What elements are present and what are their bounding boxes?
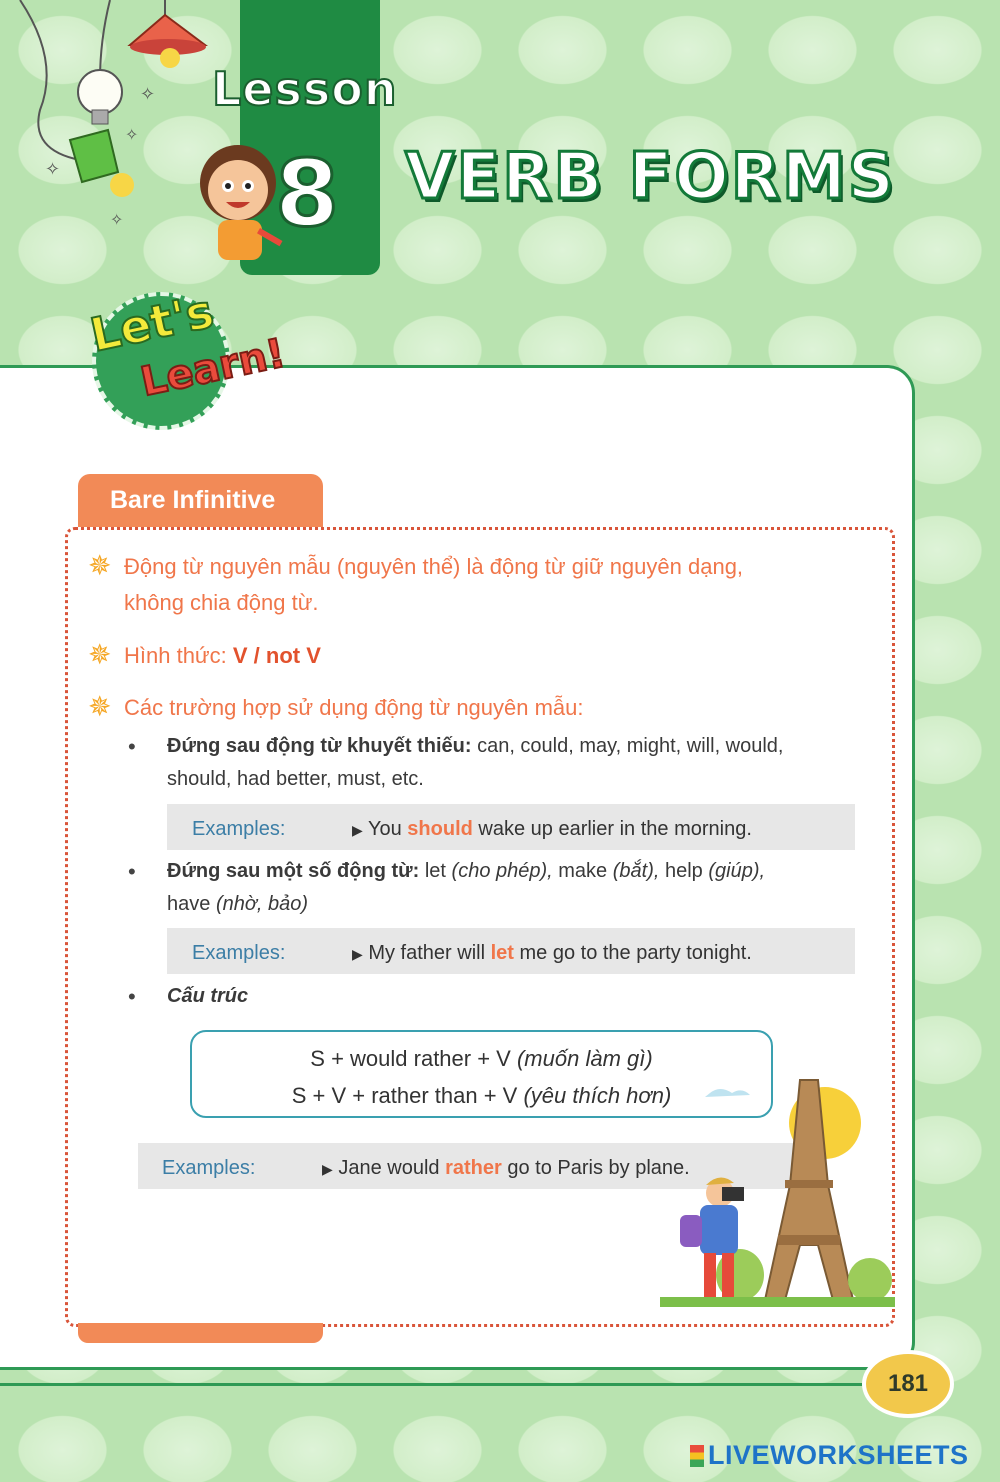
bullet1-rest: can, could, may, might, will, would, xyxy=(471,735,784,757)
eiffel-tower-illustration xyxy=(640,1075,900,1310)
page-title: VERB FORMS xyxy=(405,140,896,214)
bullet2-italic: (nhờ, bảo) xyxy=(215,893,309,915)
example-sentence-1 xyxy=(352,806,752,853)
form-line xyxy=(124,638,321,674)
example1-pre: You xyxy=(367,818,408,840)
example1-post: wake up earlier in the morning. xyxy=(472,818,752,840)
lesson-label: Lesson xyxy=(212,62,398,116)
svg-text:✧: ✧ xyxy=(110,212,124,229)
example3-post: go to Paris by plane. xyxy=(501,1157,690,1179)
example-sentence-3 xyxy=(322,1145,690,1192)
arrow-icon: ▶ xyxy=(352,946,363,962)
example2-pre: My father will xyxy=(368,942,491,964)
liveworksheets-logo-icon xyxy=(690,1445,704,1467)
arrow-icon: ▶ xyxy=(322,1161,333,1177)
example1-highlight: should xyxy=(407,818,473,840)
bullet2-text: make xyxy=(552,860,613,882)
svg-text:✧: ✧ xyxy=(140,84,156,104)
svg-text:✧: ✧ xyxy=(125,127,139,144)
bullet-icon: • xyxy=(128,734,136,759)
bullet-icon: • xyxy=(128,984,136,1009)
bullet2-line-2 xyxy=(167,888,308,921)
structure-label: Cấu trúc xyxy=(167,985,249,1007)
section-tab-bare-infinitive: Bare Infinitive xyxy=(78,474,323,527)
star-icon: ✵ xyxy=(88,639,112,670)
example-label: Examples: xyxy=(162,1157,256,1179)
lesson-number: 8 xyxy=(275,140,340,247)
definition-line-1: Động từ nguyên mẫu (nguyên thể) là động từ giữ nguyên dạng, xyxy=(124,554,744,579)
example-label: Examples: xyxy=(192,818,286,840)
bullet2-text: help xyxy=(659,860,709,882)
bullet2-line-1 xyxy=(167,855,765,888)
bullet2-italic: (cho phép), xyxy=(451,860,553,882)
formula-text: S + V + rather than + V xyxy=(291,1083,524,1108)
example3-highlight: rather xyxy=(445,1157,502,1179)
formula-italic: (yêu thích hơn) xyxy=(523,1083,672,1108)
formula-text: S + would rather + V xyxy=(310,1046,517,1071)
bullet1-bold: Đứng sau động từ khuyết thiếu: xyxy=(167,735,472,757)
bullet3-label xyxy=(167,980,248,1013)
svg-text:✧: ✧ xyxy=(45,159,61,179)
badge-text-lets: Let's xyxy=(85,283,219,363)
example2-post: me go to the party tonight. xyxy=(513,942,752,964)
example3-pre: Jane would xyxy=(338,1157,446,1179)
arrow-icon: ▶ xyxy=(352,822,363,838)
bullet2-bold: Đứng sau một số động từ: xyxy=(167,860,420,882)
star-icon: ✵ xyxy=(88,691,112,722)
watermark-text: LIVEWORKSHEETS xyxy=(708,1440,969,1470)
bullet2-italic: (giúp), xyxy=(708,860,766,882)
usage-heading: Các trường hợp sử dụng động từ nguyên mẫu: xyxy=(124,695,584,720)
bullet1-line-1 xyxy=(167,730,784,763)
bullet2-text: have xyxy=(167,893,216,915)
example2-highlight: let xyxy=(490,942,514,964)
section-box-footer xyxy=(78,1323,323,1343)
formula-line-1 xyxy=(192,1040,771,1077)
bullet-icon: • xyxy=(128,859,136,884)
definition-line-2: không chia động từ. xyxy=(124,590,319,615)
bullet1-line-2: should, had better, must, etc. xyxy=(167,768,424,790)
form-label: Hình thức: xyxy=(124,643,233,668)
bullet2-text: let xyxy=(419,860,452,882)
form-value: V / not V xyxy=(232,643,321,668)
example-label: Examples: xyxy=(192,942,286,964)
badge-text-learn: Learn! xyxy=(136,330,290,406)
bullet2-italic: (bắt), xyxy=(612,860,660,882)
watermark xyxy=(690,1440,969,1471)
formula-italic: (muốn làm gì) xyxy=(516,1046,653,1071)
star-icon: ✵ xyxy=(88,550,112,581)
page-number: 181 xyxy=(887,1370,929,1397)
footer-line xyxy=(0,1383,862,1386)
example-sentence-2 xyxy=(352,930,752,977)
